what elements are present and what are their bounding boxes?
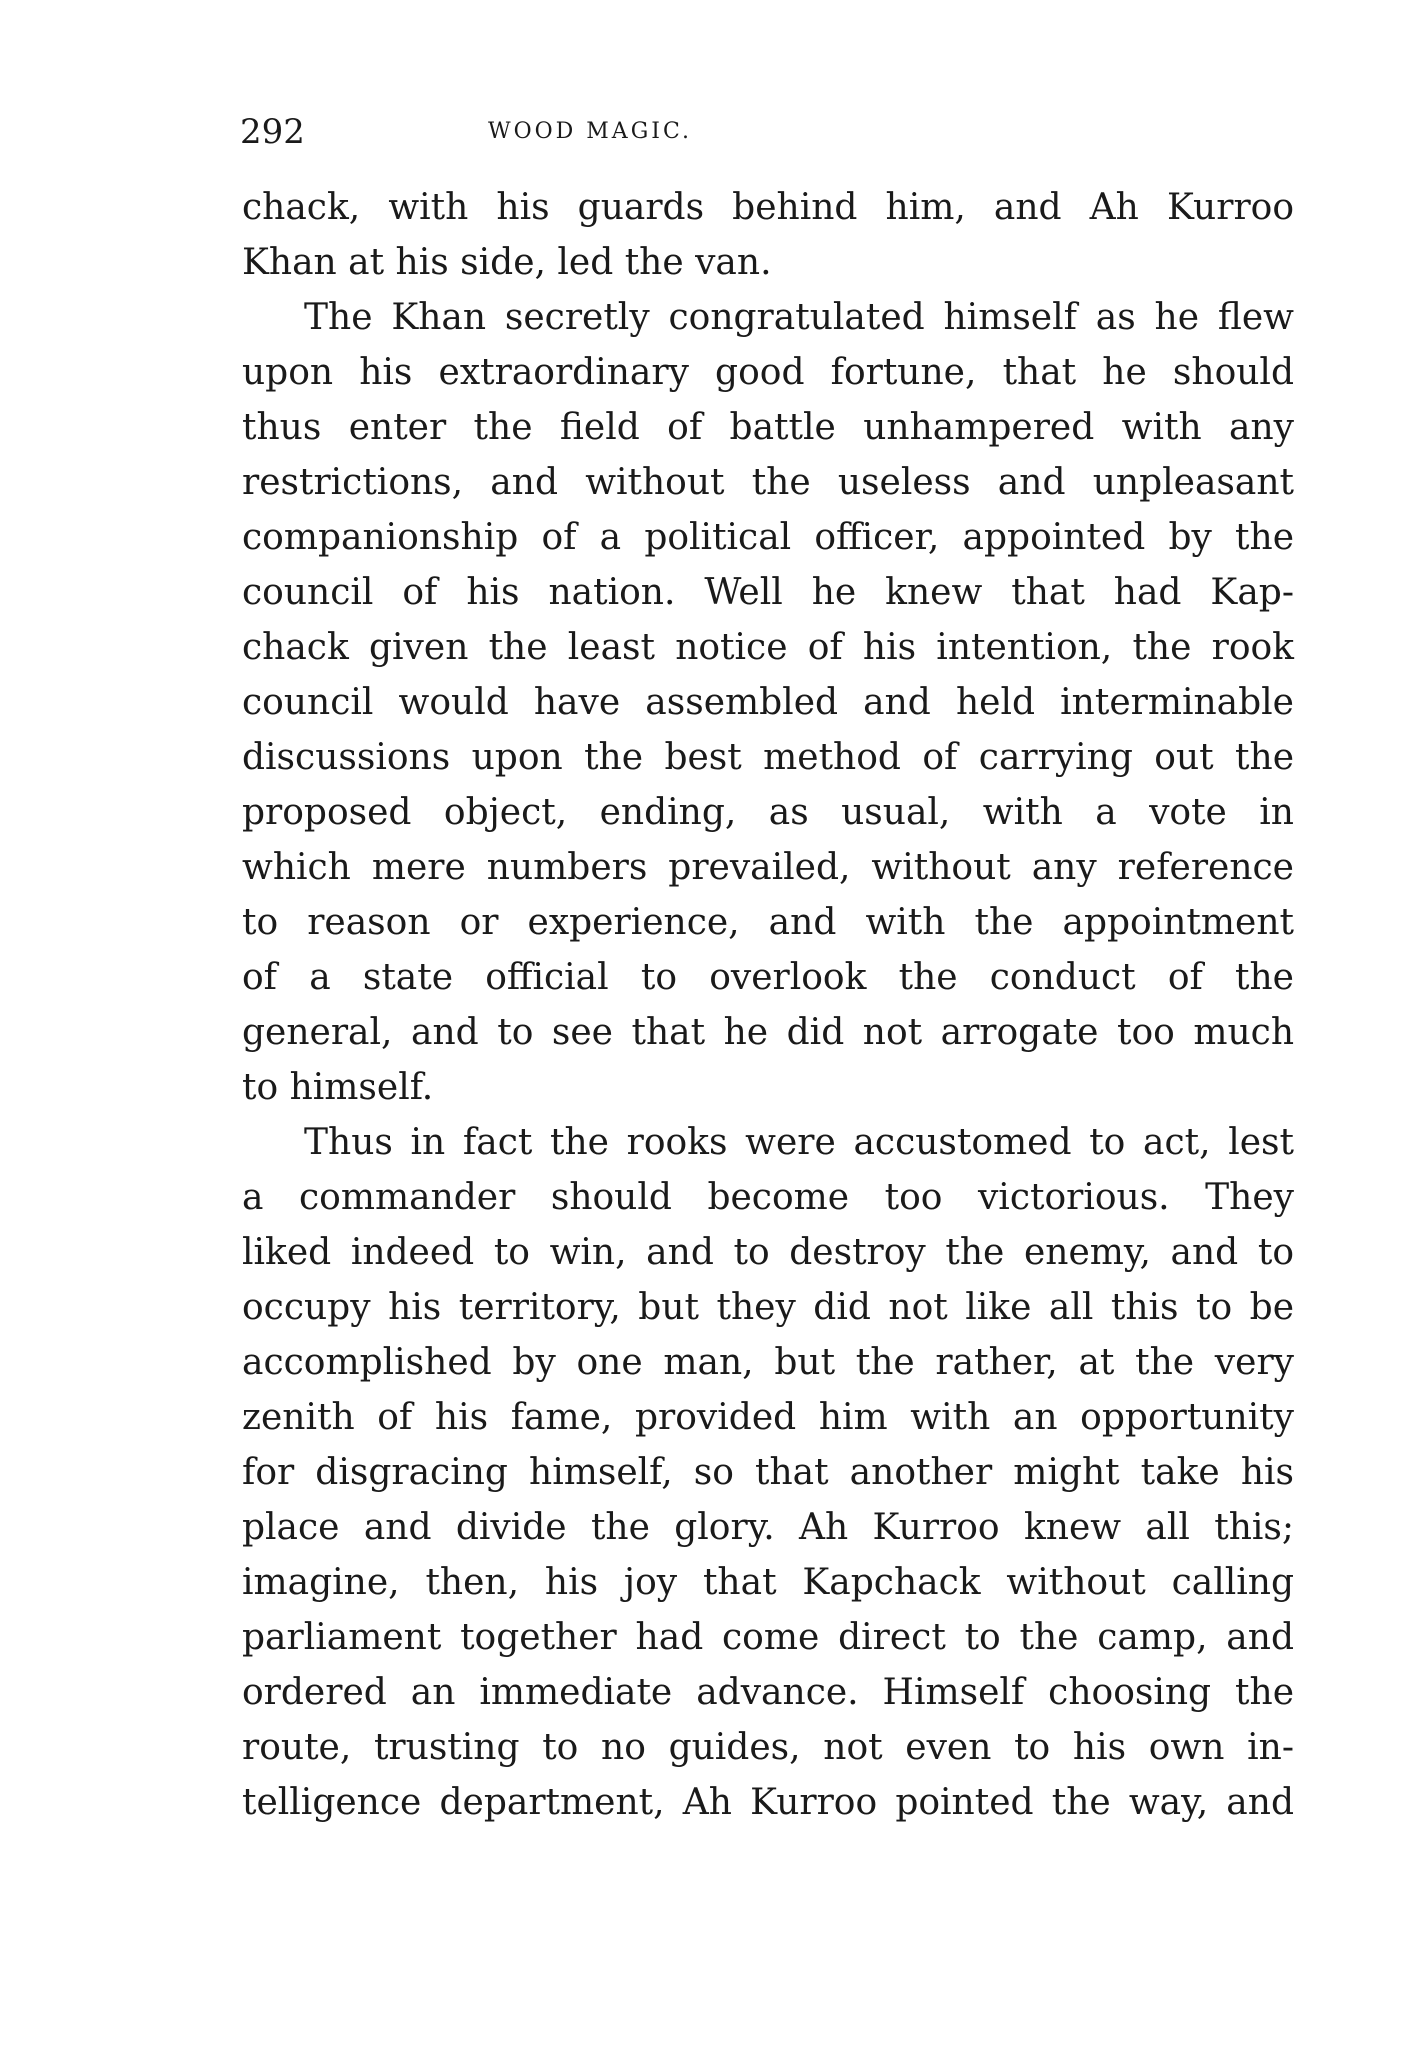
- running-head: [240, 108, 1290, 156]
- text-line: The Khan secretly congratulated himself as he flew: [304, 297, 1294, 338]
- text-line: to reason or experience, and with the appointment: [242, 902, 1294, 943]
- text-line: zenith of his fame, provided him with an opportunity: [242, 1397, 1294, 1438]
- text-line: thus enter the field of battle unhampered with any: [242, 407, 1294, 448]
- text-line: telligence department, Ah Kurroo pointed the way, and: [242, 1782, 1294, 1823]
- body-text: [242, 180, 1294, 1830]
- text-line: a commander should become too victorious. They: [242, 1177, 1294, 1218]
- text-line: companionship of a political officer, appointed by the: [242, 517, 1294, 558]
- text-line: which mere numbers prevailed, without any reference: [242, 847, 1294, 888]
- text-line: Thus in fact the rooks were accustomed to act, lest: [304, 1122, 1294, 1163]
- text-line: Khan at his side, led the van.: [242, 242, 772, 283]
- text-line: restrictions, and without the useless and unpleasant: [242, 462, 1294, 503]
- text-line: general, and to see that he did not arrogate too much: [242, 1012, 1294, 1053]
- text-line: chack given the least notice of his intention, the rook: [242, 627, 1294, 668]
- text-line: to himself.: [242, 1067, 434, 1108]
- text-line: parliament together had come direct to the camp, and: [242, 1617, 1294, 1658]
- text-line: place and divide the glory. Ah Kurroo knew all this;: [242, 1507, 1294, 1548]
- text-line: chack, with his guards behind him, and Ah Kurroo: [242, 187, 1294, 228]
- text-line: for disgracing himself, so that another might take his: [242, 1452, 1294, 1493]
- page-number: 292: [240, 112, 305, 152]
- text-line: council of his nation. Well he knew that had Kap-: [242, 572, 1294, 613]
- text-line: occupy his territory, but they did not like all this to be: [242, 1287, 1294, 1328]
- text-line: discussions upon the best method of carrying out the: [242, 737, 1294, 778]
- text-line: proposed object, ending, as usual, with a vote in: [242, 792, 1294, 833]
- text-line: of a state official to overlook the conduct of the: [242, 957, 1294, 998]
- text-line: accomplished by one man, but the rather, at the very: [242, 1342, 1294, 1383]
- paragraph-1: [242, 180, 1294, 290]
- text-line: route, trusting to no guides, not even to his own in-: [242, 1727, 1294, 1768]
- text-line: ordered an immediate advance. Himself choosing the: [242, 1672, 1294, 1713]
- paragraph-3: [242, 1115, 1294, 1830]
- text-line: council would have assembled and held interminable: [242, 682, 1294, 723]
- paragraph-2: [242, 290, 1294, 1115]
- running-title: WOOD MAGIC.: [487, 119, 693, 144]
- text-line: upon his extraordinary good fortune, that he should: [242, 352, 1294, 393]
- text-line: imagine, then, his joy that Kapchack without calling: [242, 1562, 1294, 1603]
- text-line: liked indeed to win, and to destroy the enemy, and to: [242, 1232, 1294, 1273]
